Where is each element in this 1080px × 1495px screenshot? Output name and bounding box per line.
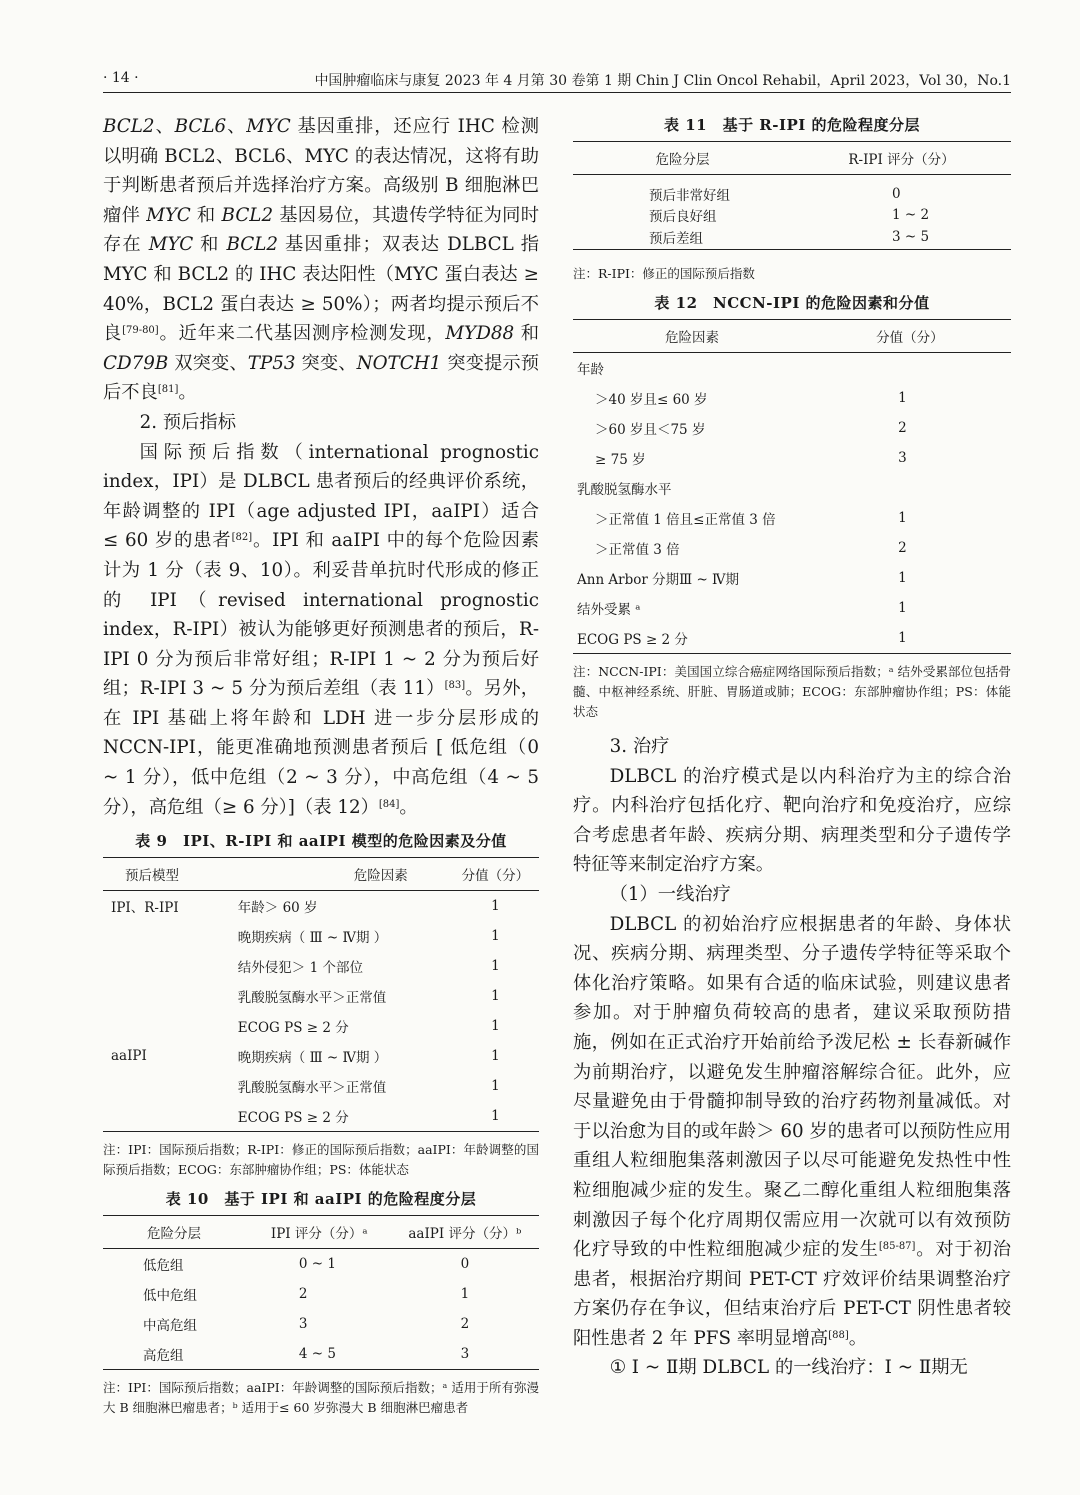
section-heading-treatment: 3. 治疗 [609, 736, 670, 757]
table11-note: 注：R-IPI：修正的国际预后指数 [573, 266, 755, 281]
table12 [573, 319, 1011, 654]
table-row: 乳酸脱氢酶水平 [577, 482, 672, 498]
page-number: · 14 · [103, 70, 139, 86]
table11-title: 表 11 基于 R-IPI 的危险程度分层 [663, 116, 921, 134]
table9-note: 注：IPI：国际预后指数；R-IPI：修正的国际预后指数；aaIPI：年龄调整的国际预后指数；ECOG：东部肿瘤协作组；PS：体能状态 [103, 1142, 539, 1178]
section-heading-first-line: （1）一线治疗 [609, 883, 731, 905]
table-row: ＞正常值 1 倍且≤正常值 3 倍 1 [595, 510, 907, 528]
section-heading-prognosis: 2. 预后指标 [139, 411, 236, 433]
table10-header-aaipi: aaIPI 评分（分）ᵇ [391, 1216, 539, 1249]
table12-header-score: 分值（分） [862, 320, 1011, 353]
reference-mark: [83] [444, 680, 466, 692]
table11-header-level: 危险分层 [573, 142, 792, 175]
table-row: ECOG PS ≥ 2 分 1 [237, 1018, 500, 1037]
table-row: 晚期疾病（ Ⅲ ~ Ⅳ期 ） 1 [237, 928, 500, 947]
table-row: 年龄 [577, 362, 604, 378]
table12-title: 表 12 NCCN-IPI 的危险因素和分值 [654, 294, 930, 312]
table-row: 低危组 0 ~ 1 0 [143, 1256, 470, 1275]
paragraph-gene-rearrangement: BCL2、BCL6、MYC 基因重排，还应行 IHC 检测以明确 BCL2、BCL6、MYC 的表达情况，这将有助于判断患者预后并选择治疗方案。高级别 B 细胞淋巴瘤伴 MYC 和 BCL2 基因易位，其遗传学特征为同时存在 MYC 和 BCL2 基因重排；双表达 DLBCL 指 MYC 和 BCL2 的 IHC 表达阳性（MYC 蛋白表达 ≥ 40%，BCL2 蛋白表达 ≥ 50%）；两者均提示预后不良[79-80]。近年来二代基因测序检测发现，MYD88 和 CD79B 双突变、TP53 突变、NOTCH1 突变提示预后不良[81]。 [103, 116, 540, 404]
paragraph-ipi: 国际预后指数（international prognostic index，IPI）是 DLBCL 患者预后的经典评价系统，年龄调整的 IPI（age adjusted IPI，aaIPI）适合 ≤ 60 岁的患者[82]。IPI 和 aaIPI 中的每个危险因素计为 1 分（表 9、10）。利妥昔单抗时代形成的修正的 IPI（revised international prognostic index，R-IPI）被认为能够更好预测患者的预后，R-IPI 0 分为预后非常好组；R-IPI 1 ~ 2 分为预后好组；R-IPI 3 ~ 5 分为预后差组（表 11）[83]。另外，在 IPI 基础上将年龄和 LDH 进一步分层形成的 NCCN-IPI，能更准确地预测患者预后 [ 低危组（0 ~ 1 分），低中危组（2 ~ 3 分），中高危组（4 ~ 5 分），高危组（≥ 6 分）]（表 12）[84]。 [103, 441, 540, 818]
right-column [573, 112, 1011, 1383]
page-header [103, 68, 1011, 93]
table-row: 预后良好组 1 ~ 2 [649, 206, 930, 225]
table9-header-model: 预后模型 [103, 858, 234, 891]
reference-mark: [82] [231, 532, 253, 544]
table-row: ≥ 75 岁 3 [595, 450, 907, 468]
table-row: ＞正常值 3 倍 2 [595, 540, 907, 558]
table-row: 高危组 4 ~ 5 3 [103, 1339, 539, 1370]
paragraph-treatment-mode: DLBCL 的治疗模式是以内科治疗为主的综合治疗。内科治疗包括化疗、靶向治疗和免疫治疗，应综合考虑患者年龄、疾病分期、病理类型和分子遗传学特征等来制定治疗方案。 [573, 765, 1011, 876]
reference-mark: [79-80] [122, 325, 159, 337]
table10-header-ipi: IPI 评分（分）ᵃ [247, 1216, 391, 1249]
paragraph-stage-one-two: ① Ⅰ ~ Ⅱ期 DLBCL 的一线治疗：Ⅰ ~ Ⅱ期无 [609, 1357, 968, 1379]
table10-note: 注：IPI：国际预后指数；aaIPI：年龄调整的国际预后指数；ᵃ 适用于所有弥漫大 B 细胞淋巴瘤患者；ᵇ 适用于≤ 60 岁弥漫大 B 细胞淋巴瘤患者 [103, 1380, 539, 1416]
table12-note: 注：NCCN-IPI：美国国立综合癌症网络国际预后指数；ᵃ 结外受累部位包括骨髓、中枢神经系统、肝脏、胃肠道或肺；ECOG：东部肿瘤协作组；PS：体能状态 [573, 664, 1011, 719]
table-row: ＞40 岁且≤ 60 岁 1 [595, 390, 907, 408]
table11-header-score: R-IPI 评分（分） [792, 142, 1011, 175]
table-row: IPI、R-IPI 年龄＞ 60 岁 1 [111, 898, 500, 917]
table-row: ECOG PS ≥ 2 分 1 [103, 1101, 539, 1132]
table-row: 预后差组 3 ~ 5 [573, 225, 1011, 250]
table9-header-score: 分值（分） [452, 858, 539, 891]
table-row: 低中危组 2 1 [143, 1286, 470, 1305]
table9-title: 表 9 IPI、R-IPI 和 aaIPI 模型的危险因素及分值 [135, 832, 507, 851]
reference-mark: [81] [157, 384, 179, 396]
table9-header-factor: 危险因素 [234, 858, 452, 891]
table10 [103, 1215, 539, 1370]
table9 [103, 857, 539, 1132]
table-row: ECOG PS ≥ 2 分 1 [573, 623, 1011, 654]
table10-title: 表 10 基于 IPI 和 aaIPI 的危险程度分层 [165, 1190, 477, 1209]
table-row: 乳酸脱氢酶水平＞正常值 1 [237, 988, 500, 1007]
reference-mark: [88] [828, 1329, 849, 1341]
table-row: Ann Arbor 分期Ⅲ ~ Ⅳ期 1 [577, 570, 907, 588]
right-body [573, 732, 1011, 1383]
reference-mark: [84] [378, 798, 400, 810]
journal-citation: 中国肿瘤临床与康复 2023 年 4 月第 30 卷第 1 期 Chin J Clin Oncol Rehabil，April 2023，Vol 30，No.1 [314, 73, 1011, 89]
table10-header-level: 危险分层 [103, 1216, 247, 1249]
table-row: 中高危组 3 2 [143, 1316, 470, 1335]
left-column [103, 112, 539, 1424]
table-row: ＞60 岁且＜75 岁 2 [595, 420, 907, 438]
table-row: aaIPI 晚期疾病（ Ⅲ ~ Ⅳ期 ） 1 [111, 1048, 500, 1067]
table11 [573, 141, 1011, 250]
table12-header-factor: 危险因素 [573, 320, 862, 353]
reference-mark: [85-87] [878, 1241, 916, 1253]
table-row: 结外侵犯＞ 1 个部位 1 [237, 958, 500, 977]
paragraph-first-line: DLBCL 的初始治疗应根据患者的年龄、身体状况、疾病分期、病理类型、分子遗传学特征等采取个体化治疗策略。如果有合适的临床试验，则建议患者参加。对于肿瘤负荷较高的患者，建议采取预防措施，例如在正式治疗开始前给予泼尼松 ± 长春新碱作为前期治疗，以避免发生肿瘤溶解综合征。此外，应尽量避免由于骨髓抑制导致的治疗药物剂量减低。对于以治愈为目的或年龄＞ 60 岁的患者可以预防性应用重组人粒细胞集落刺激因子以尽可能避免发热性中性粒细胞减少症的发生。聚乙二醇化重组人粒细胞集落刺激因子每个化疗周期仅需应用一次就可以有效预防化疗导致的中性粒细胞减少症的发生[85-87]。对于初治患者，根据治疗期间 PET-CT 疗效评价结果调整治疗方案仍存在争议，但结束治疗后 PET-CT 阴性患者较阳性患者 2 年 PFS 率明显增高[88]。 [573, 913, 1012, 1349]
left-body [103, 112, 539, 822]
table-row: 结外受累 ᵃ 1 [577, 600, 907, 618]
table-row: 乳酸脱氢酶水平＞正常值 1 [237, 1078, 500, 1097]
table-row: 预后非常好组 0 [649, 185, 901, 204]
